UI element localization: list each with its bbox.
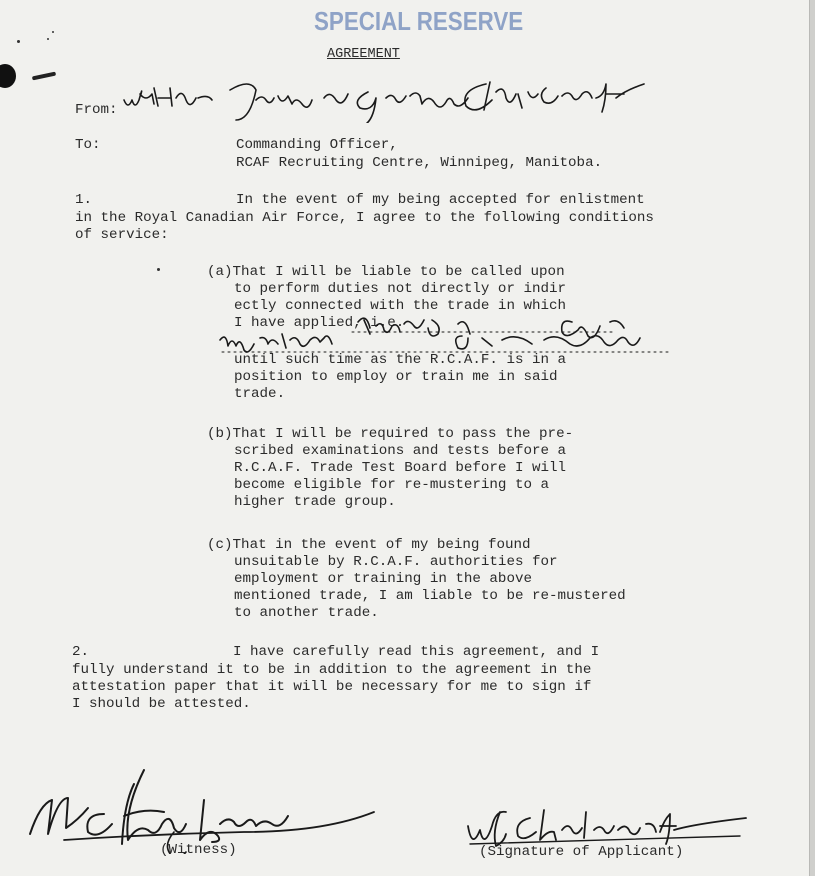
- clause-c-line: (c)That in the event of my being found: [207, 537, 531, 553]
- speck: [52, 31, 54, 33]
- clause-a-line: ectly connected with the trade in which: [234, 298, 567, 314]
- ink-blot: [0, 64, 16, 88]
- speck: [17, 40, 20, 43]
- section-2-line: attestation paper that it will be necessary for me to sign if: [72, 679, 592, 695]
- section-2-line: I should be attested.: [72, 696, 251, 712]
- from-label: From:: [75, 102, 118, 118]
- section-2-line: fully understand it to be in addition to the agreement in the: [72, 662, 592, 678]
- applicant-label: (Signature of Applicant): [479, 844, 684, 860]
- clause-c-line: unsuitable by R.C.A.F. authorities for: [234, 554, 558, 570]
- section-1-line: of service:: [75, 227, 169, 243]
- clause-b-line: become eligible for re-mustering to a: [234, 477, 550, 493]
- section-1-line: In the event of my being accepted for enlistment: [236, 192, 645, 208]
- to-label: To:: [75, 137, 101, 153]
- speck: [157, 268, 160, 271]
- speck: [47, 38, 49, 40]
- clause-b-line: scribed examinations and tests before a: [234, 443, 567, 459]
- clause-c-line: to another trade.: [234, 605, 379, 621]
- clause-c-line: mentioned trade, I am liable to be re-mustered: [234, 588, 626, 604]
- section-1-line: in the Royal Canadian Air Force, I agree to the following conditions: [75, 210, 654, 226]
- applicant-name-handwriting: [118, 78, 648, 123]
- ink-mark: [32, 72, 56, 81]
- clause-a-line: (a)That I will be liable to be called upon: [207, 264, 565, 280]
- witness-signature: [24, 764, 394, 854]
- section-2-line: I have carefully read this agreement, and I: [233, 644, 600, 660]
- witness-label: (Witness): [160, 842, 237, 858]
- clause-c-line: employment or training in the above: [234, 571, 532, 587]
- section-1-number: 1.: [75, 192, 93, 208]
- clause-b-line: higher trade group.: [234, 494, 396, 510]
- special-reserve-stamp: SPECIAL RESERVE: [314, 6, 524, 36]
- page-title: AGREEMENT: [327, 47, 400, 62]
- clause-a-line: to perform duties not directly or indir: [234, 281, 567, 297]
- to-recipient: Commanding Officer,: [236, 137, 398, 153]
- trade-handwriting: [212, 310, 692, 360]
- clause-a-line: trade.: [234, 386, 286, 402]
- to-address: RCAF Recruiting Centre, Winnipeg, Manitoba.: [236, 155, 603, 171]
- clause-a-line: position to employ or train me in said: [234, 369, 558, 385]
- clause-b-line: (b)That I will be required to pass the pre-: [207, 426, 574, 442]
- section-2-number: 2.: [72, 644, 90, 660]
- clause-b-line: R.C.A.F. Trade Test Board before I will: [234, 460, 567, 476]
- page-edge-shadow: [810, 0, 815, 876]
- clause-a-line: until such time as the R.C.A.F. is in a: [234, 352, 567, 368]
- clause-a-line: I have applied, i.e.: [234, 315, 413, 331]
